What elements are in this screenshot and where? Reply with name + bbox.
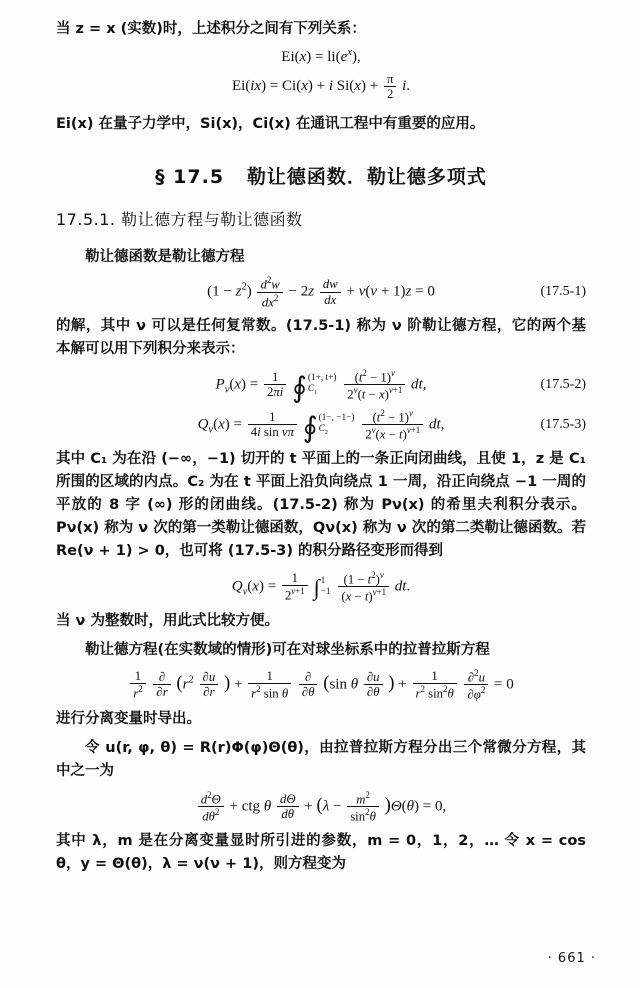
equation-laplace-spherical: $\frac{1}{r^2}$ $\frac{\partial}{\partial r}$ ($r^2$ $\frac{\partial u}{\partial r}$ ) + $\frac{1}{r^2 \sin \theta}$ $\frac{\partial}{\partial\theta}$ (sin θ $\frac{\partial u}{\partial\theta}$ ) + $\frac{1}{r^2 \sin^2\theta}$ $\frac{\partial^2u}{\partial\varphi^2}$ = 0 <box>56 668 586 702</box>
equation-ei-li: $Ei(x) = li(e^x)$, <box>281 47 361 66</box>
page-content <box>56 18 586 882</box>
equation-17-5-2: $P_\nu(x)$ = $\frac{1}{2\pi i}$ ∮ (1+, t+) $C_1$ $\frac{(t^2 - 1)^\nu}{2^\nu(t - x)^{\nu+1}}$ dt, (17.5-2) <box>215 367 586 405</box>
legendre-function-rest: 是勒让德方程 <box>157 248 245 265</box>
equation-17-5-3: $Q_\nu(x)$ = $\frac{1}{\text{4i sin νπ}}$ ∮ (1−, −1−) $C_2$ $\frac{(t^2 - 1)^\nu}{2^\nu(x - t)^{\nu+1}}$ dt, (17.5-3) <box>197 407 586 445</box>
equation-tag-17-5-2: (17.5-2) <box>540 376 586 392</box>
paragraph-6: 勒让德方程(在实数域的情形)可在对球坐标系中的拉普拉斯方程 <box>85 641 490 658</box>
subsection-heading <box>56 207 586 230</box>
section-number: § 17.5 <box>155 165 225 188</box>
paragraph-4: 其中 C₁ 为在沿 (−∞，−1) 切开的 t 平面上的一条正向闭曲线，且使 1，z 是 C₁ 所围的区域的内点。C₂ 为在 t 平面上沿负向绕点 1 一周，沿正向绕点 −1 一周的平放的 8 字 (∞) 形的闭曲线。(17.5-2) 称为 Pν(x) 的希里夫利积分表示。Pν(x) 称为 ν 次的第一类勒让德函数，Qν(x) 称为 ν 次的第二类勒让德函数。若 Re(ν + 1) > 0，也可将 (17.5-3) 的积分路径变形而得到 <box>56 450 586 560</box>
equation-theta-ode: $\frac{d^2\Theta}{d\theta^2}$ + ctg θ $\frac{d\Theta}{d\theta}$ + (λ − $\frac{m^2}{\sin^2\theta}$ )Θ(θ) = 0, <box>56 790 586 824</box>
equation-ei-ci-si: Ei(ix) = Ci(x) + i Si(x) + $\frac{\pi}{2}$ i. <box>231 72 411 102</box>
paragraph-7: 进行分离变量时导出。 <box>56 710 201 727</box>
equation-tag-17-5-1: (17.5-1) <box>540 284 586 300</box>
paragraph-3: 的解，其中 ν 可以是任何复常数。(17.5-1) 称为 ν 阶勒让德方程，它的两个基本解可以用下列积分来表示： <box>56 318 586 358</box>
paragraph-5: 当 ν 为整数时，用此式比较方便。 <box>56 612 279 629</box>
section-title: 勒让德函数．勒让德多项式 <box>246 165 487 188</box>
paragraph-9: 其中 λ，m 是在分离变量显时所引进的参数，m = 0，1，2，… 令 x = cos θ，y = Θ(θ)，λ = ν(ν + 1)，则方程变为 <box>56 832 586 872</box>
equation-17-5-1: $(1 - z^2)$ $\frac{d^2w}{dx^2}$ − 2z $\frac{dw}{dx}$ + ν(ν + 1)z = 0 (17.5-1) <box>207 275 586 309</box>
paragraph-8: 令 u(r, φ, θ) = R(r)Φ(φ)Θ(θ)，由拉普拉斯方程分出三个常微分方程，其中之一为 <box>56 740 586 780</box>
page-number: · 661 · <box>547 951 596 966</box>
subsection-title: 勒让德方程与勒让德函数 <box>121 209 303 229</box>
paragraph-lead-in <box>56 246 586 269</box>
equation-tag-17-5-3: (17.5-3) <box>540 416 586 432</box>
paragraph-2: Ei(x) 在量子力学中，Si(x)，Ci(x) 在通讯工程中有重要的应用。 <box>56 115 485 132</box>
equation-q-nu-integral: $Q_\nu(x)$ = $\frac{1}{2^{\nu+1}}$ ∫ 1 −1 $\frac{(1 - t^2)^\nu}{(x - t)^{\nu+1}}$ dt. <box>231 569 411 604</box>
section-heading <box>56 162 586 189</box>
subsection-number: 17.5.1. <box>56 209 116 229</box>
paragraph-1: 当 z = x (实数)时，上述积分之间有下列关系： <box>56 21 366 37</box>
legendre-function-term: 勒让德函数 <box>85 248 158 265</box>
